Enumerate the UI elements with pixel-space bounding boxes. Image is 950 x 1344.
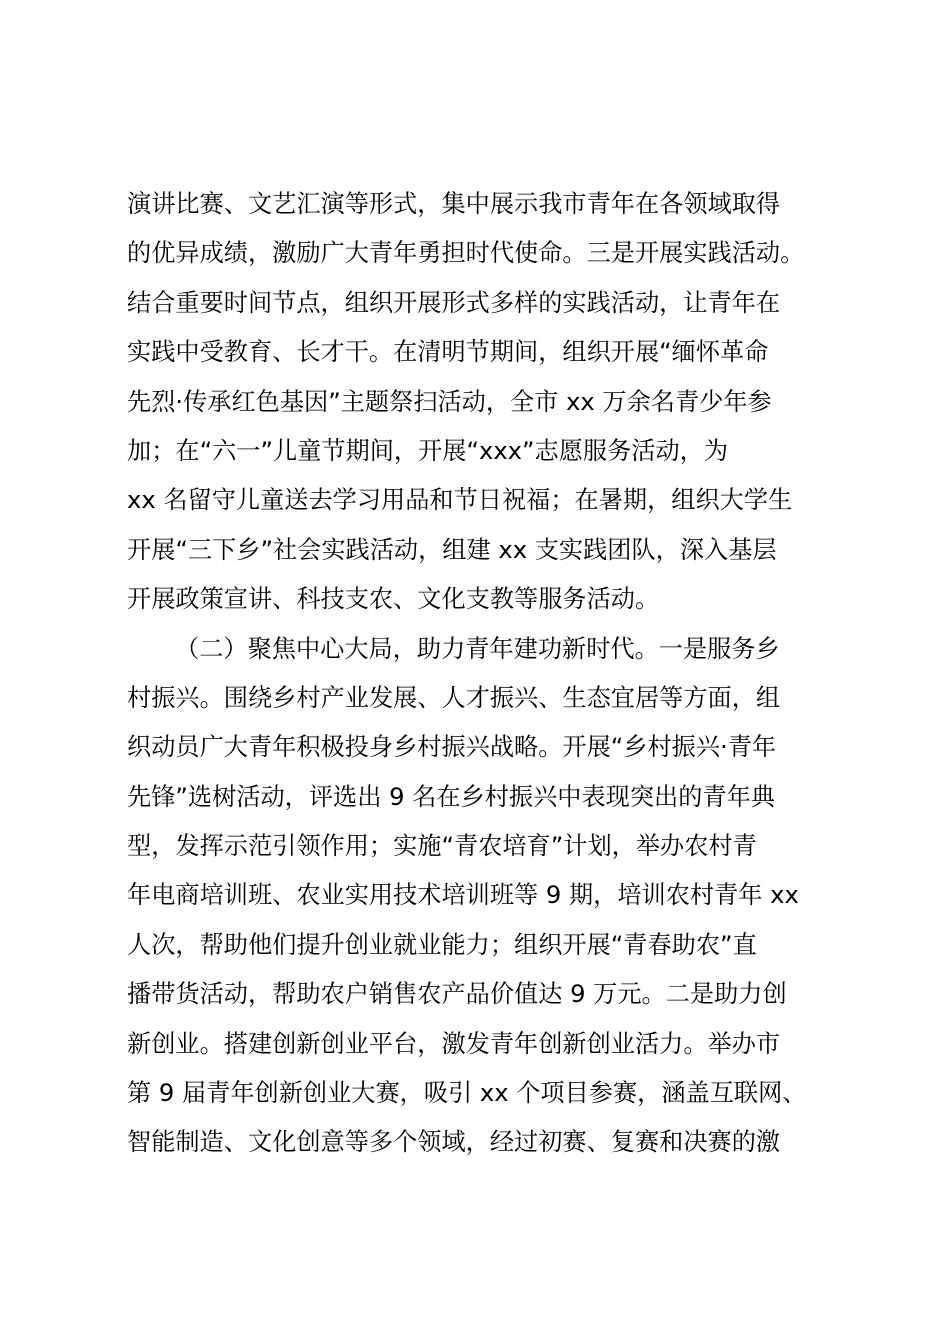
text-line-5: 先烈·传承红色基因”主题祭扫活动，全市 xx 万余名青少年参 [127, 387, 772, 416]
text-line-8: 开展“三下乡”社会实践活动，组建 xx 支实践团队，深入基层 [127, 535, 777, 564]
text-line-12: 织动员广大青年积极投身乡村振兴战略。开展“乡村振兴·青年 [127, 733, 777, 762]
text-line-15: 年电商培训班、农业实用技术培训班等 9 期，培训农村青年 xx [127, 881, 799, 910]
text-line-20: 智能制造、文化创意等多个领域，经过初赛、复赛和决赛的激 [127, 1128, 781, 1157]
text-line-18: 新创业。搭建创新创业平台，激发青年创新创业活力。举办市 [127, 1029, 781, 1058]
text-line-1: 演讲比赛、文艺汇演等形式，集中展示我市青年在各领域取得 [127, 190, 781, 218]
text-line-19: 第 9 届青年创新创业大赛，吸引 xx 个项目参赛，涵盖互联网、 [127, 1079, 807, 1108]
section-heading-line: （二）聚焦中心大局，助力青年建功新时代。一是服务乡 [175, 634, 780, 663]
text-line-14: 型，发挥示范引领作用；实施“青农培育”计划，举办农村青 [127, 832, 757, 861]
text-line-9: 开展政策宣讲、科技支农、文化支教等服务活动。 [127, 585, 660, 614]
text-line-6: 加；在“六一”儿童节期间，开展“xxx”志愿服务活动，为 [127, 436, 729, 465]
text-line-3: 结合重要时间节点，组织开展形式多样的实践活动，让青年在 [127, 288, 781, 317]
text-line-13: 先锋”选树活动，评选出 9 名在乡村振兴中表现突出的青年典 [127, 782, 775, 811]
text-line-7: xx 名留守儿童送去学习用品和节日祝福；在暑期，组织大学生 [127, 486, 793, 515]
text-line-16: 人次，帮助他们提升创业就业能力；组织开展“青春助农”直 [127, 930, 757, 959]
body-text [127, 180, 847, 1168]
text-line-17: 播带货活动，帮助农户销售农产品价值达 9 万元。二是助力创 [127, 980, 787, 1009]
text-line-11: 村振兴。围绕乡村产业发展、人才振兴、生态宜居等方面，组 [127, 683, 781, 712]
text-line-4: 实践中受教育、长才干。在清明节期间，组织开展“缅怀革命 [127, 338, 769, 367]
text-line-2: 的优异成绩，激励广大青年勇担时代使命。三是开展实践活动。 [127, 239, 805, 268]
